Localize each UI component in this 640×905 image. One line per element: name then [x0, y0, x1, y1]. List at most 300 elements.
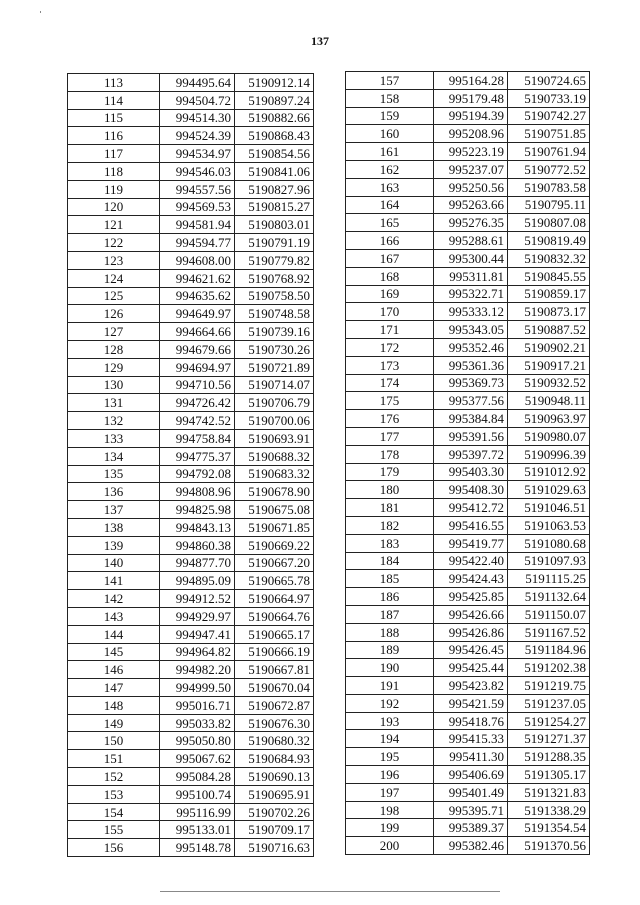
coordinate-x: 995397.72 [434, 445, 508, 463]
point-number: 188 [346, 623, 434, 641]
coordinate-x: 995425.44 [434, 659, 508, 677]
table-row [346, 534, 590, 552]
scan-artifact-bottom [160, 891, 500, 892]
table-row [346, 588, 590, 606]
coordinate-y: 5191254.27 [508, 712, 590, 730]
coordinate-y: 5190664.76 [235, 607, 314, 625]
table-row [68, 714, 314, 732]
coordinate-x: 995237.07 [434, 160, 508, 178]
table-row [346, 677, 590, 695]
scan-artifact-top [40, 11, 41, 13]
point-number: 123 [68, 251, 160, 269]
table-row [68, 732, 314, 750]
coordinate-y: 5190819.49 [508, 232, 590, 250]
coordinate-y: 5191097.93 [508, 552, 590, 570]
coordinate-x: 994860.38 [160, 536, 235, 554]
point-number: 158 [346, 89, 434, 107]
coordinate-y: 5190683.32 [235, 465, 314, 483]
coordinate-x: 995424.43 [434, 570, 508, 588]
coordinate-x: 995361.36 [434, 356, 508, 374]
table-row [346, 178, 590, 196]
point-number: 169 [346, 285, 434, 303]
coordinate-y: 5190672.87 [235, 696, 314, 714]
coordinate-x: 995419.77 [434, 534, 508, 552]
coordinate-y: 5190669.22 [235, 536, 314, 554]
coordinate-x: 995408.30 [434, 481, 508, 499]
coordinate-y: 5190761.94 [508, 143, 590, 161]
table-row [346, 463, 590, 481]
coordinate-y: 5190882.66 [235, 109, 314, 127]
point-number: 120 [68, 198, 160, 216]
coordinate-y: 5190706.79 [235, 394, 314, 412]
point-number: 196 [346, 766, 434, 784]
coordinate-y: 5190783.58 [508, 178, 590, 196]
table-row [346, 125, 590, 143]
coordinate-y: 5190868.43 [235, 127, 314, 145]
table-row [346, 570, 590, 588]
point-number: 133 [68, 429, 160, 447]
table-row [346, 338, 590, 356]
coordinate-x: 995401.49 [434, 783, 508, 801]
point-number: 199 [346, 819, 434, 837]
coordinate-y: 5190702.26 [235, 803, 314, 821]
table-row [68, 91, 314, 109]
point-number: 183 [346, 534, 434, 552]
coordinate-x: 995389.37 [434, 819, 508, 837]
coordinate-x: 995250.56 [434, 178, 508, 196]
coordinate-y: 5190815.27 [235, 198, 314, 216]
coordinate-y: 5191167.52 [508, 623, 590, 641]
point-number: 187 [346, 605, 434, 623]
table-row [68, 234, 314, 252]
coordinate-y: 5190845.55 [508, 267, 590, 285]
table-row [68, 536, 314, 554]
point-number: 186 [346, 588, 434, 606]
table-row [68, 465, 314, 483]
coordinate-y: 5190912.14 [235, 74, 314, 92]
table-row [346, 783, 590, 801]
coordinate-y: 5190730.26 [235, 340, 314, 358]
coordinate-x: 994569.53 [160, 198, 235, 216]
coordinate-x: 995311.81 [434, 267, 508, 285]
point-number: 175 [346, 392, 434, 410]
coordinate-y: 5191132.64 [508, 588, 590, 606]
point-number: 173 [346, 356, 434, 374]
coordinate-y: 5190742.27 [508, 107, 590, 125]
table-row [346, 143, 590, 161]
point-number: 132 [68, 412, 160, 430]
table-row [346, 392, 590, 410]
coordinate-y: 5190693.91 [235, 429, 314, 447]
point-number: 163 [346, 178, 434, 196]
table-row [68, 572, 314, 590]
table-row [68, 358, 314, 376]
coordinate-x: 995133.01 [160, 821, 235, 839]
coordinate-x: 994947.41 [160, 625, 235, 643]
coordinate-x: 995406.69 [434, 766, 508, 784]
table-row [68, 269, 314, 287]
coordinate-x: 994999.50 [160, 679, 235, 697]
coordinate-x: 995100.74 [160, 785, 235, 803]
table-row [346, 641, 590, 659]
table-row [68, 109, 314, 127]
coordinate-y: 5190772.52 [508, 160, 590, 178]
table-row [68, 518, 314, 536]
coordinate-x: 995179.48 [434, 89, 508, 107]
table-row [68, 216, 314, 234]
coordinate-y: 5191202.38 [508, 659, 590, 677]
coordinate-x: 995016.71 [160, 696, 235, 714]
coordinate-y: 5190768.92 [235, 269, 314, 287]
point-number: 177 [346, 427, 434, 445]
point-number: 161 [346, 143, 434, 161]
table-row [68, 607, 314, 625]
point-number: 189 [346, 641, 434, 659]
coordinate-y: 5190670.04 [235, 679, 314, 697]
point-number: 166 [346, 232, 434, 250]
table-row [346, 552, 590, 570]
coordinate-x: 995369.73 [434, 374, 508, 392]
table-row [68, 643, 314, 661]
point-number: 116 [68, 127, 160, 145]
table-row [68, 340, 314, 358]
coordinate-x: 994694.97 [160, 358, 235, 376]
coordinate-y: 5191271.37 [508, 730, 590, 748]
table-row [346, 285, 590, 303]
point-number: 126 [68, 305, 160, 323]
point-number: 139 [68, 536, 160, 554]
point-number: 193 [346, 712, 434, 730]
coordinate-y: 5190948.11 [508, 392, 590, 410]
coordinate-x: 994912.52 [160, 590, 235, 608]
coordinate-y: 5191046.51 [508, 499, 590, 517]
table-row [68, 429, 314, 447]
coordinate-x: 994534.97 [160, 145, 235, 163]
table-row [346, 196, 590, 214]
table-row [68, 768, 314, 786]
coordinate-x: 995422.40 [434, 552, 508, 570]
coordinate-y: 5190832.32 [508, 249, 590, 267]
coordinate-y: 5190680.32 [235, 732, 314, 750]
coordinate-y: 5190751.85 [508, 125, 590, 143]
coordinate-x: 994557.56 [160, 180, 235, 198]
table-row [346, 89, 590, 107]
coordinate-y: 5191219.75 [508, 677, 590, 695]
coordinate-x: 995423.82 [434, 677, 508, 695]
point-number: 156 [68, 839, 160, 857]
coordinate-y: 5191012.92 [508, 463, 590, 481]
point-number: 117 [68, 145, 160, 163]
point-number: 113 [68, 74, 160, 92]
table-row [68, 74, 314, 92]
coordinate-x: 995288.61 [434, 232, 508, 250]
coordinate-x: 994635.62 [160, 287, 235, 305]
coordinate-x: 995426.66 [434, 605, 508, 623]
table-row [346, 410, 590, 428]
point-number: 165 [346, 214, 434, 232]
coordinate-x: 995067.62 [160, 750, 235, 768]
table-row [68, 625, 314, 643]
point-number: 200 [346, 837, 434, 855]
coordinate-x: 994792.08 [160, 465, 235, 483]
coordinate-x: 995050.80 [160, 732, 235, 750]
table-row [68, 679, 314, 697]
point-number: 119 [68, 180, 160, 198]
table-row [68, 590, 314, 608]
coordinate-y: 5190690.13 [235, 768, 314, 786]
table-row [346, 748, 590, 766]
coordinate-y: 5190709.17 [235, 821, 314, 839]
table-row [68, 376, 314, 394]
coordinate-x: 995411.30 [434, 748, 508, 766]
coordinate-x: 994649.97 [160, 305, 235, 323]
table-row [68, 145, 314, 163]
point-number: 194 [346, 730, 434, 748]
coordinate-x: 995426.45 [434, 641, 508, 659]
point-number: 141 [68, 572, 160, 590]
table-row [346, 321, 590, 339]
table-row [346, 445, 590, 463]
coordinate-x: 995403.30 [434, 463, 508, 481]
coordinate-x: 995415.33 [434, 730, 508, 748]
table-row [346, 160, 590, 178]
point-number: 146 [68, 661, 160, 679]
coordinate-y: 5191354.54 [508, 819, 590, 837]
table-row [346, 249, 590, 267]
point-number: 125 [68, 287, 160, 305]
table-row [68, 412, 314, 430]
point-number: 153 [68, 785, 160, 803]
table-row [68, 554, 314, 572]
table-row [68, 750, 314, 768]
table-row [68, 803, 314, 821]
table-row [68, 447, 314, 465]
table-row [68, 501, 314, 519]
coordinate-y: 5191063.53 [508, 516, 590, 534]
coordinate-y: 5190667.81 [235, 661, 314, 679]
coordinate-x: 994546.03 [160, 162, 235, 180]
coordinate-y: 5190748.58 [235, 305, 314, 323]
point-number: 167 [346, 249, 434, 267]
coordinate-y: 5190963.97 [508, 410, 590, 428]
point-number: 191 [346, 677, 434, 695]
coordinate-x: 994775.37 [160, 447, 235, 465]
coordinate-x: 994679.66 [160, 340, 235, 358]
coordinate-x: 995208.96 [434, 125, 508, 143]
coordinate-y: 5191080.68 [508, 534, 590, 552]
coordinate-y: 5191321.83 [508, 783, 590, 801]
coordinate-y: 5191237.05 [508, 694, 590, 712]
coordinate-y: 5190676.30 [235, 714, 314, 732]
table-row [346, 214, 590, 232]
coordinate-y: 5190667.20 [235, 554, 314, 572]
coordinate-x: 995416.55 [434, 516, 508, 534]
coordinate-x: 995148.78 [160, 839, 235, 857]
table-row [68, 251, 314, 269]
coordinate-y: 5190664.97 [235, 590, 314, 608]
coordinate-x: 995421.59 [434, 694, 508, 712]
coordinate-y: 5190791.19 [235, 234, 314, 252]
coordinate-x: 995333.12 [434, 303, 508, 321]
table-row [346, 801, 590, 819]
coordinate-y: 5191370.56 [508, 837, 590, 855]
coordinate-x: 994758.84 [160, 429, 235, 447]
coordinate-y: 5191288.35 [508, 748, 590, 766]
coordinate-x: 995391.56 [434, 427, 508, 445]
coordinate-y: 5190684.93 [235, 750, 314, 768]
coordinate-x: 995395.71 [434, 801, 508, 819]
coordinate-x: 994710.56 [160, 376, 235, 394]
point-number: 179 [346, 463, 434, 481]
point-number: 142 [68, 590, 160, 608]
coordinate-x: 995033.82 [160, 714, 235, 732]
coordinate-y: 5191029.63 [508, 481, 590, 499]
coordinate-x: 995116.99 [160, 803, 235, 821]
coordinate-x: 994621.62 [160, 269, 235, 287]
point-number: 157 [346, 72, 434, 90]
page-number: 137 [311, 34, 329, 48]
coordinate-y: 5190827.96 [235, 180, 314, 198]
table-row [346, 303, 590, 321]
coordinate-y: 5190724.65 [508, 72, 590, 90]
table-row [68, 305, 314, 323]
point-number: 154 [68, 803, 160, 821]
point-number: 168 [346, 267, 434, 285]
table-row [346, 730, 590, 748]
coordinate-y: 5190665.17 [235, 625, 314, 643]
table-row [346, 694, 590, 712]
table-row [68, 696, 314, 714]
coordinate-x: 994877.70 [160, 554, 235, 572]
coordinate-y: 5191338.29 [508, 801, 590, 819]
point-number: 138 [68, 518, 160, 536]
table-row [346, 623, 590, 641]
coordinate-x: 995300.44 [434, 249, 508, 267]
coordinate-y: 5191184.96 [508, 641, 590, 659]
point-number: 198 [346, 801, 434, 819]
coordinate-x: 994964.82 [160, 643, 235, 661]
point-number: 182 [346, 516, 434, 534]
table-row [68, 162, 314, 180]
table-row [68, 785, 314, 803]
coordinate-y: 5190795.11 [508, 196, 590, 214]
coordinate-y: 5190700.06 [235, 412, 314, 430]
coordinate-y: 5190714.07 [235, 376, 314, 394]
point-number: 174 [346, 374, 434, 392]
coordinate-x: 994514.30 [160, 109, 235, 127]
point-number: 152 [68, 768, 160, 786]
point-number: 143 [68, 607, 160, 625]
point-number: 114 [68, 91, 160, 109]
point-number: 184 [346, 552, 434, 570]
table-row [346, 499, 590, 517]
coordinate-y: 5190739.16 [235, 323, 314, 341]
coordinate-x: 994808.96 [160, 483, 235, 501]
coordinate-x: 994929.97 [160, 607, 235, 625]
coordinate-x: 995418.76 [434, 712, 508, 730]
coordinate-y: 5190917.21 [508, 356, 590, 374]
point-number: 162 [346, 160, 434, 178]
table-row [346, 605, 590, 623]
coordinate-x: 995426.86 [434, 623, 508, 641]
coordinate-x: 994742.52 [160, 412, 235, 430]
coordinate-y: 5190932.52 [508, 374, 590, 392]
coordinate-y: 5190779.82 [235, 251, 314, 269]
coordinate-y: 5191150.07 [508, 605, 590, 623]
coordinate-y: 5190897.24 [235, 91, 314, 109]
point-number: 134 [68, 447, 160, 465]
point-number: 181 [346, 499, 434, 517]
point-number: 115 [68, 109, 160, 127]
coordinate-y: 5190996.39 [508, 445, 590, 463]
coordinate-y: 5190902.21 [508, 338, 590, 356]
coordinate-y: 5190854.56 [235, 145, 314, 163]
point-number: 160 [346, 125, 434, 143]
table-row [346, 837, 590, 855]
coordinate-x: 994664.66 [160, 323, 235, 341]
point-number: 159 [346, 107, 434, 125]
table-row [346, 107, 590, 125]
coordinate-y: 5190665.78 [235, 572, 314, 590]
coordinate-x: 994895.09 [160, 572, 235, 590]
point-number: 121 [68, 216, 160, 234]
point-number: 195 [346, 748, 434, 766]
table-row [68, 839, 314, 857]
coordinate-y: 5191305.17 [508, 766, 590, 784]
point-number: 180 [346, 481, 434, 499]
coordinate-x: 994726.42 [160, 394, 235, 412]
point-number: 185 [346, 570, 434, 588]
coordinate-y: 5190859.17 [508, 285, 590, 303]
table-row [346, 516, 590, 534]
table-row [346, 819, 590, 837]
coordinate-y: 5190716.63 [235, 839, 314, 857]
coordinate-y: 5191115.25 [508, 570, 590, 588]
table-row [68, 127, 314, 145]
point-number: 137 [68, 501, 160, 519]
table-row [68, 661, 314, 679]
coordinate-y: 5190807.08 [508, 214, 590, 232]
coordinate-x: 994524.39 [160, 127, 235, 145]
coordinate-x: 995084.28 [160, 768, 235, 786]
coordinate-y: 5190675.08 [235, 501, 314, 519]
point-number: 145 [68, 643, 160, 661]
point-number: 197 [346, 783, 434, 801]
coordinates-table-left [67, 73, 314, 857]
table-row [68, 821, 314, 839]
coordinate-x: 994825.98 [160, 501, 235, 519]
coordinate-x: 995377.56 [434, 392, 508, 410]
table-row [68, 180, 314, 198]
coordinate-x: 994608.00 [160, 251, 235, 269]
table-row [68, 323, 314, 341]
coordinate-x: 995276.35 [434, 214, 508, 232]
coordinate-x: 994843.13 [160, 518, 235, 536]
table-row [68, 394, 314, 412]
point-number: 171 [346, 321, 434, 339]
table-row [346, 374, 590, 392]
point-number: 170 [346, 303, 434, 321]
point-number: 148 [68, 696, 160, 714]
coordinate-x: 994495.64 [160, 74, 235, 92]
coordinate-y: 5190887.52 [508, 321, 590, 339]
table-row [346, 659, 590, 677]
point-number: 149 [68, 714, 160, 732]
table-row [346, 712, 590, 730]
table-row [346, 481, 590, 499]
table-row [346, 72, 590, 90]
point-number: 122 [68, 234, 160, 252]
